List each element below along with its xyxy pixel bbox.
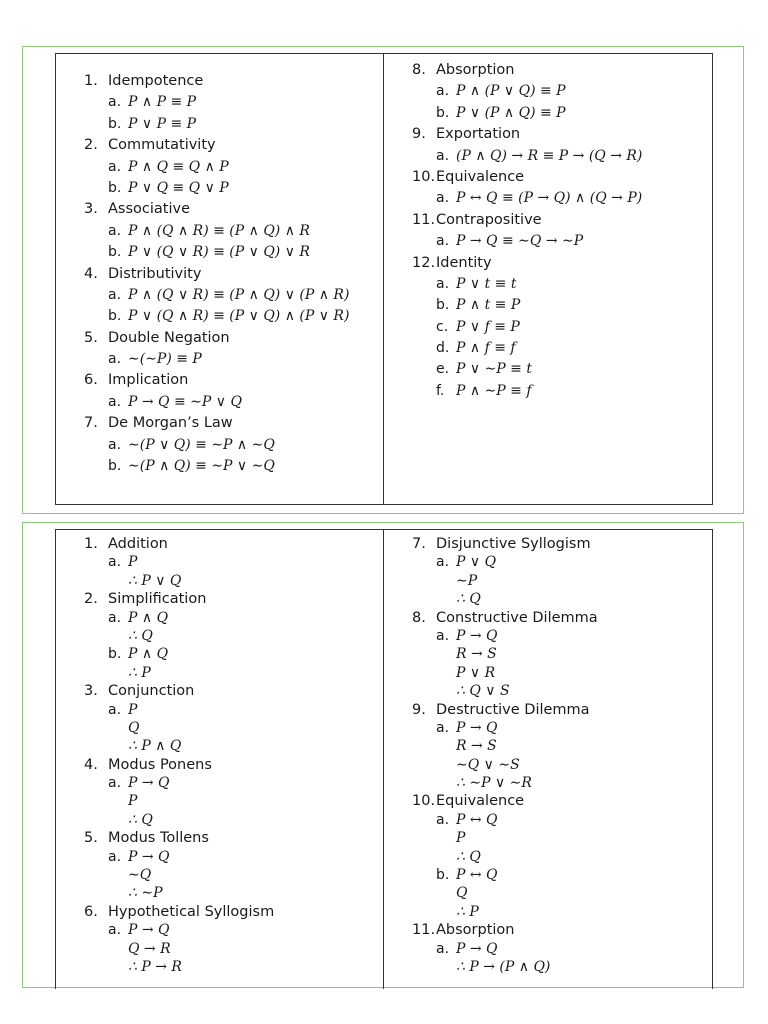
law-number: 8. — [412, 62, 426, 78]
law-number: 5. — [84, 329, 98, 346]
law-title: Contrapositive — [436, 211, 542, 228]
premise: P → Q — [128, 775, 170, 792]
formula: P ∨ P ≡ P — [128, 115, 197, 132]
formula-letter: a. — [108, 158, 122, 175]
inference-rules-table — [55, 529, 713, 989]
rule-title: Modus Tollens — [108, 830, 209, 847]
rule-title: Destructive Dilemma — [436, 701, 590, 718]
formula-letter: c. — [436, 318, 449, 335]
rule-title: Constructive Dilemma — [436, 609, 598, 626]
law-heading — [84, 328, 383, 349]
law-heading — [84, 264, 383, 285]
law-formula-row — [412, 81, 712, 102]
rule-letter: a. — [108, 554, 122, 571]
law-heading — [84, 135, 383, 156]
rule-letter: a. — [436, 719, 450, 736]
law-formula-row — [412, 231, 712, 252]
law-formula-row — [412, 146, 712, 167]
law-heading — [84, 413, 383, 434]
premise: Q — [128, 719, 140, 736]
premise: P — [128, 554, 138, 571]
rule-premise-row — [84, 921, 383, 939]
premise: Q — [456, 885, 468, 902]
rule-letter: a. — [436, 627, 450, 644]
premise: P → Q — [456, 719, 498, 736]
formula-letter: b. — [436, 104, 450, 121]
formula: ∼(∼P) ≡ P — [128, 351, 202, 368]
formula: (P ∧ Q) → R ≡ P → (Q → R) — [456, 147, 643, 164]
law-number: 4. — [84, 265, 98, 282]
premise: P — [128, 701, 138, 718]
conclusion: ∴ P ∧ Q — [128, 738, 182, 755]
equivalence-left-column — [56, 54, 384, 504]
law-number: 12. — [412, 254, 436, 271]
law-title: Commutativity — [108, 137, 216, 154]
equivalence-laws-page — [22, 46, 744, 514]
law-formula-row — [412, 359, 712, 380]
law-formula-row — [84, 349, 383, 370]
rule-letter: b. — [436, 867, 450, 884]
rule-heading — [84, 903, 383, 921]
rule-number: 10. — [412, 793, 436, 810]
law-heading — [412, 253, 712, 274]
premise: P ↔ Q — [456, 867, 498, 884]
conclusion: ∴ Q — [456, 591, 481, 608]
formula: P ∨ Q ≡ Q ∨ P — [128, 179, 229, 196]
premise-row — [412, 645, 712, 663]
law-formula-row — [84, 157, 383, 178]
rule-premise-row — [412, 866, 712, 884]
formula: ∼(P ∧ Q) ≡ ∼P ∨ ∼Q — [128, 458, 275, 475]
rule-title: Absorption — [436, 922, 515, 939]
inference-rules-page — [22, 522, 744, 988]
rule-heading — [84, 535, 383, 553]
rule-number: 4. — [84, 756, 98, 773]
law-formula-row — [84, 242, 383, 263]
law-formula-row — [412, 338, 712, 359]
rule-premise-row — [412, 940, 712, 958]
law-heading — [84, 370, 383, 391]
conclusion: ∴ ∼P — [128, 885, 163, 902]
law-formula-row — [84, 178, 383, 199]
rule-premise-row — [412, 553, 712, 571]
law-formula-row — [84, 306, 383, 327]
formula: P ∧ t ≡ P — [456, 297, 521, 314]
premise: P ∨ R — [456, 664, 496, 681]
conclusion-row — [412, 682, 712, 700]
formula-letter: b. — [108, 115, 122, 132]
law-item — [84, 264, 383, 328]
rule-heading — [412, 792, 712, 810]
rule-premise-row — [412, 719, 712, 737]
formula: P ∨ f ≡ P — [456, 318, 520, 335]
rule-title: Modus Ponens — [108, 756, 212, 773]
premise: P ∧ Q — [128, 646, 169, 663]
premise: P ∧ Q — [128, 609, 169, 626]
conclusion: ∴ P — [128, 664, 151, 681]
conclusion-row — [84, 811, 383, 829]
formula-letter: a. — [436, 233, 450, 250]
formula: P ∧ (P ∨ Q) ≡ P — [456, 83, 566, 100]
formula: P → Q ≡ ∼P ∨ Q — [128, 393, 242, 410]
conclusion-row — [84, 958, 383, 976]
formula-letter: a. — [108, 436, 122, 453]
formula: P ∧ f ≡ f — [456, 340, 516, 357]
law-formula-row — [84, 435, 383, 456]
inference-left-column — [56, 530, 384, 989]
law-item — [412, 167, 712, 210]
law-formula-row — [84, 92, 383, 113]
law-heading — [412, 210, 712, 231]
rule-item — [84, 903, 383, 977]
rule-letter: a. — [108, 609, 122, 626]
rule-letter: a. — [108, 775, 122, 792]
law-formula-row — [84, 285, 383, 306]
conclusion-row — [84, 664, 383, 682]
equivalence-laws-table — [55, 53, 713, 505]
conclusion-row — [84, 884, 383, 902]
premise-row — [84, 866, 383, 884]
law-formula-row — [84, 392, 383, 413]
conclusion-row — [412, 958, 712, 976]
rule-item — [412, 701, 712, 793]
conclusion-row — [412, 774, 712, 792]
law-formula-row — [84, 456, 383, 477]
premise: P ↔ Q — [456, 811, 498, 828]
law-number: 2. — [84, 137, 98, 154]
rule-premise-row — [84, 553, 383, 571]
premise: P → Q — [456, 940, 498, 957]
inference-right-column — [384, 530, 712, 989]
formula: P ∨ t ≡ t — [456, 275, 517, 292]
premise: P → Q — [456, 627, 498, 644]
rule-letter: a. — [108, 922, 122, 939]
law-item — [84, 135, 383, 199]
rule-heading — [84, 829, 383, 847]
rule-premise-row — [84, 701, 383, 719]
formula-letter: a. — [108, 94, 122, 111]
formula-letter: a. — [108, 351, 122, 368]
rule-heading — [84, 590, 383, 608]
premise: R → S — [456, 738, 497, 755]
conclusion: ∴ ∼P ∨ ∼R — [456, 775, 532, 792]
formula-letter: b. — [108, 179, 122, 196]
premise-row — [412, 572, 712, 590]
formula-letter: a. — [436, 83, 450, 100]
rule-premise-row — [84, 609, 383, 627]
formula: P ∨ (Q ∨ R) ≡ (P ∨ Q) ∨ R — [128, 244, 310, 261]
rule-premise-row — [412, 811, 712, 829]
conclusion: ∴ P ∨ Q — [128, 572, 182, 589]
rule-letter: a. — [108, 848, 122, 865]
law-title: Associative — [108, 201, 191, 218]
premise-row — [412, 884, 712, 902]
premise: Q → R — [128, 940, 171, 957]
law-heading — [412, 124, 712, 145]
rule-heading — [412, 921, 712, 939]
premise: ∼P — [456, 572, 478, 589]
formula-letter: a. — [108, 393, 122, 410]
premise: P — [456, 830, 466, 847]
law-number: 10. — [412, 168, 436, 185]
law-heading — [84, 199, 383, 220]
law-number: 11. — [412, 211, 436, 228]
law-item — [84, 199, 383, 263]
premise-row — [84, 719, 383, 737]
formula-letter: b. — [436, 297, 450, 314]
formula-letter: b. — [108, 308, 122, 325]
premise-row — [412, 756, 712, 774]
formula: P → Q ≡ ∼Q → ∼P — [456, 233, 584, 250]
law-number: 1. — [84, 73, 98, 89]
rule-premise-row — [84, 645, 383, 663]
rule-number: 1. — [84, 536, 98, 552]
rule-number: 7. — [412, 536, 426, 552]
formula-letter: a. — [436, 275, 450, 292]
law-number: 3. — [84, 201, 98, 218]
conclusion: ∴ P → (P ∧ Q) — [456, 958, 551, 975]
premise: P → Q — [128, 848, 170, 865]
conclusion-row — [412, 903, 712, 921]
law-item — [412, 124, 712, 167]
law-formula-row — [412, 103, 712, 124]
rule-item — [412, 609, 712, 701]
law-formula-row — [84, 221, 383, 242]
formula: P ∨ (P ∧ Q) ≡ P — [456, 104, 566, 121]
premise-row — [84, 792, 383, 810]
rule-number: 11. — [412, 922, 436, 939]
rule-title: Equivalence — [436, 793, 525, 810]
law-title: Distributivity — [108, 265, 202, 282]
law-heading — [412, 167, 712, 188]
law-item — [84, 328, 383, 371]
rule-premise-row — [84, 848, 383, 866]
rule-heading — [84, 756, 383, 774]
conclusion-row — [84, 572, 383, 590]
rule-premise-row — [84, 774, 383, 792]
conclusion-row — [412, 590, 712, 608]
premise: P ∨ Q — [456, 554, 497, 571]
conclusion: ∴ Q — [128, 811, 153, 828]
formula-letter: a. — [108, 222, 122, 239]
premise-row — [84, 940, 383, 958]
formula: P ∧ (Q ∨ R) ≡ (P ∧ Q) ∨ (P ∧ R) — [128, 286, 350, 303]
formula-letter: f. — [436, 382, 445, 399]
rule-title: Disjunctive Syllogism — [436, 536, 591, 552]
formula: P ∧ (Q ∧ R) ≡ (P ∧ Q) ∧ R — [128, 222, 310, 239]
conclusion: ∴ P → R — [128, 958, 182, 975]
rule-item — [84, 535, 383, 590]
law-formula-row — [412, 274, 712, 295]
law-title: Equivalence — [436, 168, 525, 185]
law-title: Absorption — [436, 62, 515, 78]
law-item — [84, 71, 383, 135]
rule-number: 9. — [412, 701, 426, 718]
rule-item — [412, 792, 712, 921]
formula-letter: d. — [436, 340, 450, 357]
premise: ∼Q ∨ ∼S — [456, 756, 520, 773]
law-formula-row — [412, 188, 712, 209]
formula-letter: a. — [436, 147, 450, 164]
formula-letter: b. — [108, 244, 122, 261]
rule-item — [412, 921, 712, 976]
formula-letter: a. — [108, 286, 122, 303]
law-item — [84, 413, 383, 477]
rule-heading — [412, 609, 712, 627]
law-title: Double Negation — [108, 329, 230, 346]
law-title: Identity — [436, 254, 492, 271]
conclusion: ∴ Q ∨ S — [456, 683, 510, 700]
premise-row — [412, 737, 712, 755]
rule-title: Conjunction — [108, 683, 195, 700]
rule-item — [412, 535, 712, 609]
law-formula-row — [412, 381, 712, 402]
conclusion-row — [84, 627, 383, 645]
law-item — [412, 253, 712, 403]
rule-number: 3. — [84, 683, 98, 700]
formula: P ∧ P ≡ P — [128, 94, 197, 111]
formula: ∼(P ∨ Q) ≡ ∼P ∧ ∼Q — [128, 436, 275, 453]
premise-row — [412, 664, 712, 682]
law-title: Implication — [108, 372, 189, 389]
law-formula-row — [412, 317, 712, 338]
rule-letter: a. — [436, 554, 450, 571]
law-heading — [412, 60, 712, 81]
law-title: Exportation — [436, 126, 521, 143]
law-formula-row — [84, 114, 383, 135]
premise: P → Q — [128, 922, 170, 939]
rule-letter: b. — [108, 646, 122, 663]
rule-heading — [412, 701, 712, 719]
rule-item — [84, 682, 383, 756]
law-heading — [84, 71, 383, 92]
law-number: 6. — [84, 372, 98, 389]
rule-item — [84, 590, 383, 682]
premise: R → S — [456, 646, 497, 663]
law-item — [412, 210, 712, 253]
law-formula-row — [412, 295, 712, 316]
rule-letter: a. — [436, 811, 450, 828]
rule-letter: a. — [436, 940, 450, 957]
rule-item — [84, 829, 383, 903]
rule-number: 2. — [84, 591, 98, 608]
law-number: 7. — [84, 415, 98, 432]
rule-title: Hypothetical Syllogism — [108, 903, 275, 920]
formula-letter: a. — [436, 190, 450, 207]
rule-number: 5. — [84, 830, 98, 847]
rule-number: 6. — [84, 903, 98, 920]
formula: P ∨ ∼P ≡ t — [456, 361, 532, 378]
conclusion-row — [412, 848, 712, 866]
law-title: De Morgan’s Law — [108, 415, 233, 432]
rule-title: Simplification — [108, 591, 207, 608]
rule-premise-row — [412, 627, 712, 645]
conclusion: ∴ Q — [128, 627, 153, 644]
formula-letter: b. — [108, 458, 122, 475]
equivalence-right-column — [384, 54, 712, 504]
law-number: 9. — [412, 126, 426, 143]
rule-heading — [412, 535, 712, 553]
premise: ∼Q — [128, 867, 152, 884]
conclusion: ∴ Q — [456, 848, 481, 865]
premise-row — [412, 829, 712, 847]
rule-title: Addition — [108, 536, 168, 552]
rule-heading — [84, 682, 383, 700]
law-item — [84, 370, 383, 413]
conclusion: ∴ P — [456, 903, 479, 920]
formula: P ↔ Q ≡ (P → Q) ∧ (Q → P) — [456, 190, 643, 207]
premise: P — [128, 793, 138, 810]
law-item — [412, 60, 712, 124]
formula: P ∧ Q ≡ Q ∧ P — [128, 158, 229, 175]
rule-number: 8. — [412, 609, 426, 626]
conclusion-row — [84, 737, 383, 755]
law-title: Idempotence — [108, 73, 204, 89]
rule-item — [84, 756, 383, 830]
formula-letter: e. — [436, 361, 450, 378]
formula: P ∨ (Q ∧ R) ≡ (P ∨ Q) ∧ (P ∨ R) — [128, 308, 350, 325]
rule-letter: a. — [108, 701, 122, 718]
formula: P ∧ ∼P ≡ f — [456, 382, 532, 399]
